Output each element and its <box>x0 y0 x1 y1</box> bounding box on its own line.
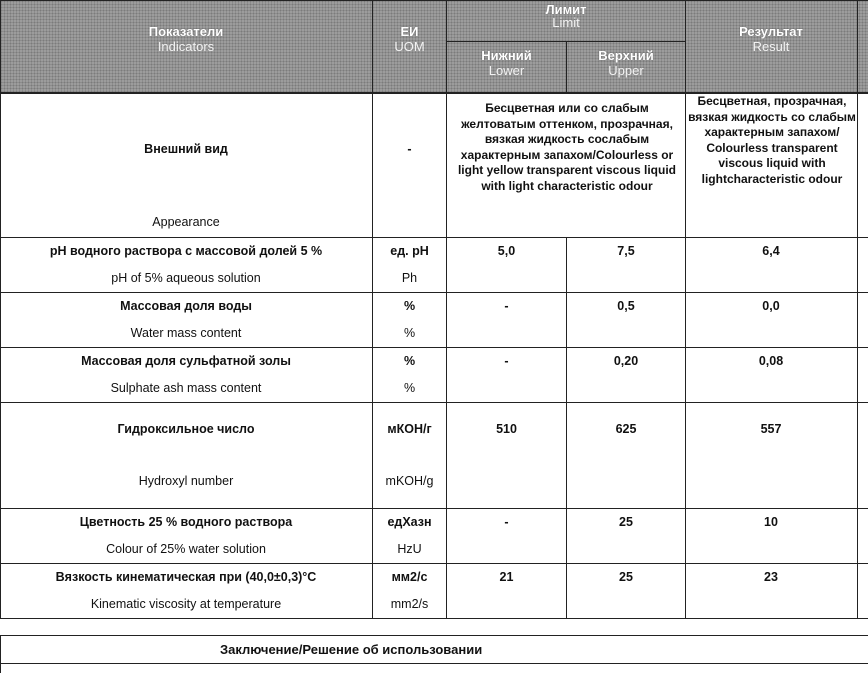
row-hydroxyl-lower: 510 <box>496 422 517 436</box>
row-hydroxyl-result: 557 <box>760 422 782 436</box>
col-divider-lower-upper-header <box>566 41 567 93</box>
row-ash-upper: 0,20 <box>613 354 639 368</box>
header-limit-en: Limit <box>552 15 580 30</box>
row-colour-uom-ru: едХазн <box>387 515 432 529</box>
header-upper-en: Upper <box>608 63 644 78</box>
table-border-top <box>0 0 868 1</box>
row-hydroxyl-upper: 625 <box>615 422 637 436</box>
row-ash-result: 0,08 <box>758 354 784 368</box>
row-water-result: 0,0 <box>762 299 780 313</box>
row-divider <box>0 508 868 509</box>
table-border-left <box>0 0 1 619</box>
row-divider <box>0 237 868 238</box>
row-water-uom-ru: % <box>403 299 416 313</box>
header-result <box>686 24 856 54</box>
row-viscosity-uom-en: mm2/s <box>390 597 429 611</box>
row-ph-name-ru: pH водного раствора с массовой долей 5 % <box>49 244 323 258</box>
row-appearance-limit: Бесцветная или со слабым желтоватым оттенком, прозрачная, вязкая жидкость сослабым характерным запахом/Colourless or light yellow transparent viscous liquid with light characteristic odour <box>457 101 677 193</box>
row-appearance-name-en: Appearance <box>152 215 220 229</box>
row-viscosity-upper: 25 <box>619 570 633 584</box>
row-ph-lower: 5,0 <box>497 244 516 258</box>
header-uom-en: UOM <box>394 39 425 54</box>
header-limit <box>447 2 685 30</box>
row-viscosity-lower: 21 <box>499 570 514 584</box>
header-limit-ru: Лимит <box>545 2 587 17</box>
row-ph-uom-ru: ед. pH <box>390 244 429 258</box>
header-indicators-en: Indicators <box>157 39 215 54</box>
row-appearance-name-ru: Внешний вид <box>144 142 228 156</box>
row-colour-name-ru: Цветность 25 % водного раствора <box>79 515 293 529</box>
header-lower-ru: Нижний <box>481 48 532 63</box>
row-viscosity-name-ru: Вязкость кинематическая при (40,0±0,3)°С <box>55 570 317 584</box>
row-divider <box>0 563 868 564</box>
header-upper-ru: Верхний <box>598 48 654 63</box>
row-ash-lower: - <box>504 354 509 368</box>
header-uom <box>373 24 446 54</box>
header-bottom-border <box>0 92 868 94</box>
header-result-en: Result <box>752 39 790 54</box>
row-water-upper: 0,5 <box>617 299 635 313</box>
row-viscosity-uom-ru: мм2/с <box>391 570 428 584</box>
header-uom-ru: ЕИ <box>400 24 419 39</box>
conclusion-border-top <box>0 635 868 636</box>
row-hydroxyl-uom-ru: мКОН/г <box>387 422 432 436</box>
row-ph-result: 6,4 <box>762 244 780 258</box>
row-colour-upper: 25 <box>619 515 633 529</box>
row-appearance-uom: - <box>407 142 412 156</box>
row-colour-uom-en: HzU <box>397 542 422 556</box>
row-water-lower: - <box>504 299 509 313</box>
row-ash-name-ru: Массовая доля сульфатной золы <box>81 354 291 368</box>
col-divider <box>685 0 686 619</box>
table-border-bottom <box>0 618 868 619</box>
col-divider <box>372 0 373 619</box>
conclusion-title-divider <box>0 663 868 664</box>
row-viscosity-name-en: Kinematic viscosity at temperature <box>90 597 282 611</box>
row-hydroxyl-name-ru: Гидроксильное число <box>117 422 255 436</box>
col-divider-right <box>857 0 858 619</box>
conclusion-title: Заключение/Решение об использовании <box>220 642 483 657</box>
row-colour-lower: - <box>504 515 509 529</box>
row-hydroxyl-name-en: Hydroxyl number <box>138 474 234 488</box>
col-divider-lower-upper <box>566 237 567 619</box>
header-upper <box>567 48 685 78</box>
header-indicators <box>0 24 372 54</box>
row-ash-uom-ru: % <box>403 354 416 368</box>
row-hydroxyl-uom-en: mKOH/g <box>385 474 434 488</box>
header-indicators-ru: Показатели <box>148 24 224 39</box>
row-ash-name-en: Sulphate ash mass content <box>110 381 262 395</box>
row-ph-uom-en: Ph <box>401 271 418 285</box>
row-viscosity-result: 23 <box>764 570 778 584</box>
row-ph-upper: 7,5 <box>617 244 635 258</box>
row-water-uom-en: % <box>403 326 416 340</box>
header-result-ru: Результат <box>739 24 803 39</box>
row-water-name-ru: Массовая доля воды <box>120 299 252 313</box>
row-appearance-result: Бесцветная, прозрачная, вязкая жидкость со слабым характерным запахом/ Colourless transparent viscous liquid with lightcharacteristic odour <box>688 94 856 186</box>
header-lower <box>447 48 566 78</box>
row-divider <box>0 347 868 348</box>
row-divider <box>0 402 868 403</box>
row-divider <box>0 292 868 293</box>
row-colour-name-en: Colour of 25% water solution <box>106 542 266 556</box>
header-lower-en: Lower <box>488 63 525 78</box>
col-divider <box>446 0 447 619</box>
row-ash-uom-en: % <box>403 381 416 395</box>
row-ph-name-en: pH of 5% aqueous solution <box>111 271 261 285</box>
row-water-name-en: Water mass content <box>130 326 242 340</box>
row-colour-result: 10 <box>764 515 778 529</box>
